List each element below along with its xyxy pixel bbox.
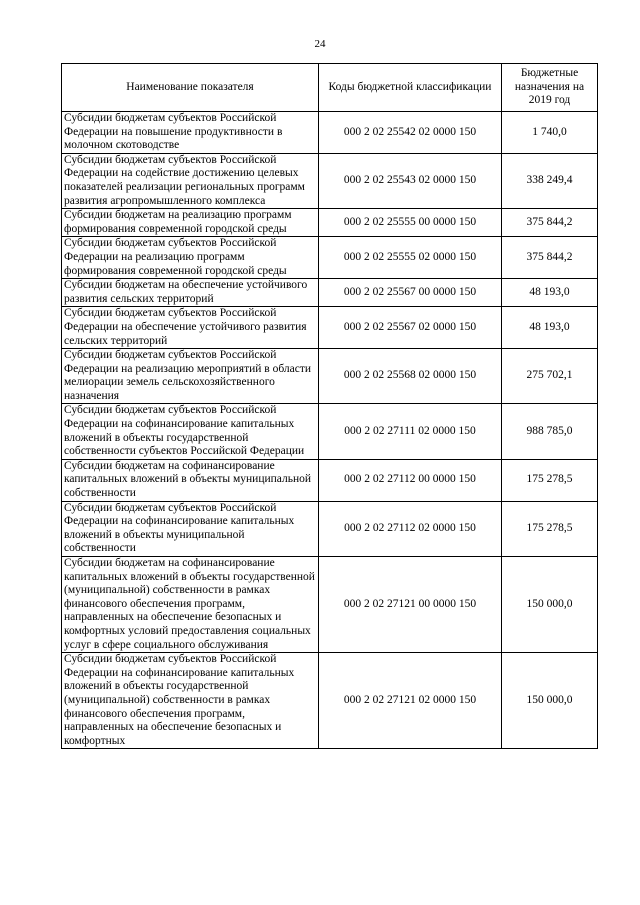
row-code: 000 2 02 25555 02 0000 150 [319,237,502,279]
row-code: 000 2 02 27112 00 0000 150 [319,459,502,501]
row-amount: 375 844,2 [502,209,598,237]
row-code: 000 2 02 25568 02 0000 150 [319,349,502,404]
row-name: Субсидии бюджетам субъектов Российской Федерации на содействие достижению целевых показателей реализации региональных программ развития агропромышленного комплекса [62,153,319,208]
table-row [62,209,598,237]
row-name: Субсидии бюджетам на реализацию программ формирования современной городской среды [62,209,319,237]
row-code: 000 2 02 25555 00 0000 150 [319,209,502,237]
row-amount: 275 702,1 [502,349,598,404]
row-name: Субсидии бюджетам субъектов Российской Федерации на реализацию мероприятий в области мелиорации земель сельскохозяйственного назначения [62,349,319,404]
row-amount: 175 278,5 [502,459,598,501]
row-code: 000 2 02 27112 02 0000 150 [319,501,502,556]
row-code: 000 2 02 25542 02 0000 150 [319,112,502,154]
row-amount: 150 000,0 [502,557,598,653]
table-header-row [62,64,598,112]
row-name: Субсидии бюджетам на софинансирование капитальных вложений в объекты муниципальной собственности [62,459,319,501]
row-amount: 175 278,5 [502,501,598,556]
row-code: 000 2 02 25567 00 0000 150 [319,279,502,307]
row-code: 000 2 02 27111 02 0000 150 [319,404,502,459]
table-row [62,307,598,349]
budget-table [61,63,598,749]
row-amount: 150 000,0 [502,653,598,749]
row-name: Субсидии бюджетам субъектов Российской Федерации на обеспечение устойчивого развития сельских территорий [62,307,319,349]
row-amount: 988 785,0 [502,404,598,459]
row-amount: 48 193,0 [502,279,598,307]
table-row [62,112,598,154]
row-name: Субсидии бюджетам субъектов Российской Федерации на софинансирование капитальных вложений в объекты муниципальной собственности [62,501,319,556]
row-amount: 48 193,0 [502,307,598,349]
row-name: Субсидии бюджетам на обеспечение устойчивого развития сельских территорий [62,279,319,307]
row-code: 000 2 02 25543 02 0000 150 [319,153,502,208]
table-row [62,237,598,279]
page-number: 24 [314,38,326,50]
row-name: Субсидии бюджетам субъектов Российской Федерации на софинансирование капитальных вложений в объекты государственной собственности субъектов Российской Федерации [62,404,319,459]
header-amount: Бюджетные назначения на 2019 год [502,64,598,112]
row-name: Субсидии бюджетам субъектов Российской Федерации на софинансирование капитальных вложений в объекты государственной (муниципальной) собственности в рамках финансового обеспечения программ, направленных на обеспечение безопасных и комфортных [62,653,319,749]
row-code: 000 2 02 27121 02 0000 150 [319,653,502,749]
row-amount: 338 249,4 [502,153,598,208]
row-code: 000 2 02 27121 00 0000 150 [319,557,502,653]
header-name: Наименование показателя [62,64,319,112]
header-code: Коды бюджетной классификации [319,64,502,112]
table-row [62,459,598,501]
table-row [62,404,598,459]
table-row [62,279,598,307]
table-row [62,557,598,653]
row-name: Субсидии бюджетам на софинансирование капитальных вложений в объекты государственной (муниципальной) собственности в рамках финансового обеспечения программ, направленных на обеспечение безопасных и комфортных условий предоставления социальных услуг в сфере социального обслуживания [62,557,319,653]
table-row [62,349,598,404]
table-row [62,153,598,208]
row-amount: 375 844,2 [502,237,598,279]
row-name: Субсидии бюджетам субъектов Российской Федерации на повышение продуктивности в молочном скотоводстве [62,112,319,154]
row-code: 000 2 02 25567 02 0000 150 [319,307,502,349]
table-row [62,653,598,749]
table-row [62,501,598,556]
row-amount: 1 740,0 [502,112,598,154]
row-name: Субсидии бюджетам субъектов Российской Федерации на реализацию программ формирования современной городской среды [62,237,319,279]
